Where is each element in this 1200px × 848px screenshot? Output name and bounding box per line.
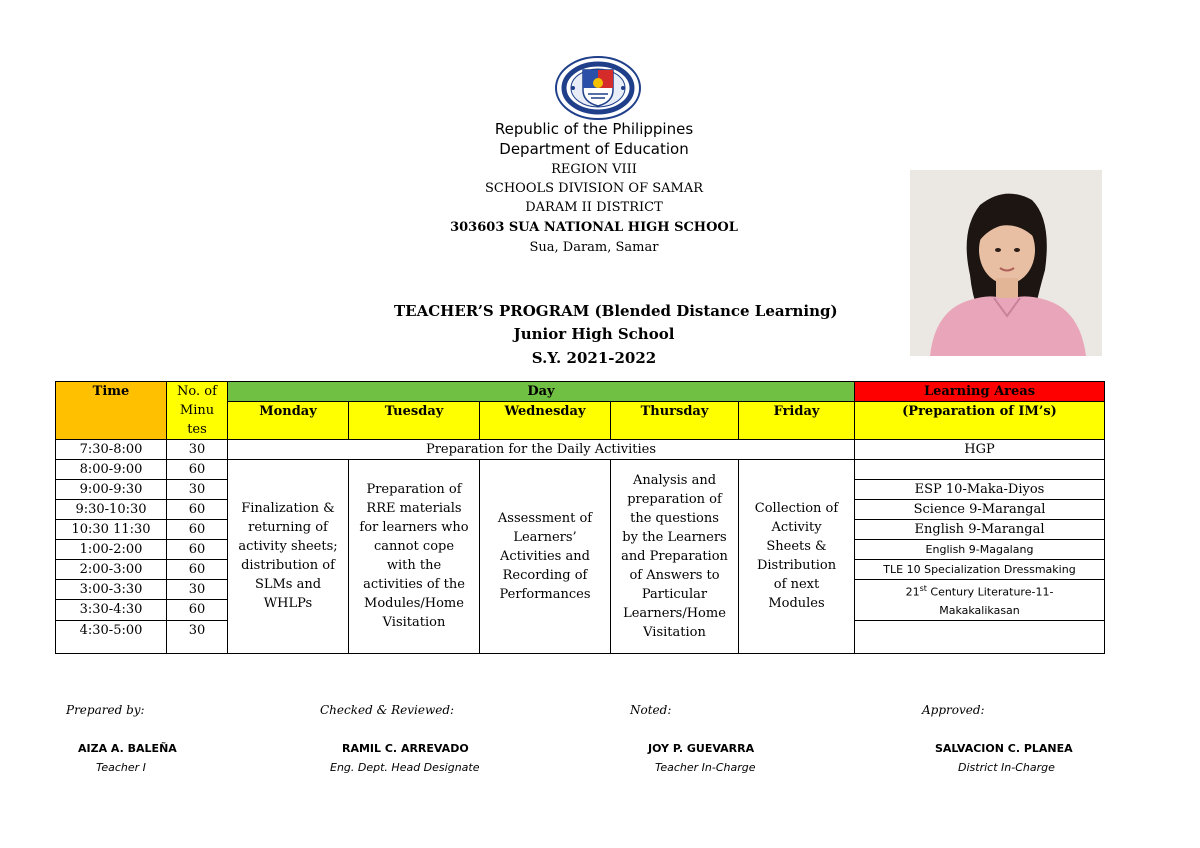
- minutes-cell: 60: [167, 460, 228, 480]
- minutes-header: No. of Minu tes: [167, 382, 228, 440]
- minutes-cell: 60: [167, 560, 228, 580]
- division-line: SCHOOLS DIVISION OF SAMAR: [484, 181, 704, 196]
- learning-area-science: Science 9-Marangal: [855, 500, 1105, 520]
- wednesday-activities: Assessment of Learners’ Activities and Recording of Performances: [480, 460, 611, 654]
- minutes-cell: 60: [167, 520, 228, 540]
- teacher-program-table: [55, 381, 1105, 654]
- learning-area-empty: [855, 460, 1105, 480]
- time-cell: 4:30-5:00: [56, 620, 167, 653]
- time-header: Time: [56, 382, 167, 440]
- time-cell: 3:00-3:30: [56, 580, 167, 600]
- day-thursday: Thursday: [611, 402, 739, 440]
- time-cell: 9:00-9:30: [56, 480, 167, 500]
- learning-area-english-magalang: English 9-Magalang: [855, 540, 1105, 560]
- school-year: S.Y. 2021-2022: [531, 349, 657, 367]
- im-header: (Preparation of IM’s): [855, 402, 1105, 440]
- time-cell: 3:30-4:30: [56, 600, 167, 620]
- checked-by-name: RAMIL C. ARREVADO: [342, 742, 469, 755]
- learning-area-english-marangal: English 9-Marangal: [855, 520, 1105, 540]
- tuesday-activities: Preparation of RRE materials for learners who cannot cope with the activities of the Modules/Home Visitation: [349, 460, 480, 654]
- noted-by-position: Teacher In-Charge: [655, 761, 756, 774]
- level-title: Junior High School: [513, 325, 675, 343]
- hgp-cell: HGP: [855, 440, 1105, 460]
- prepared-by-name: AIZA A. BALEÑA: [78, 742, 177, 755]
- district-line: DARAM II DISTRICT: [525, 200, 663, 215]
- day-monday: Monday: [228, 402, 349, 440]
- minutes-cell: 60: [167, 540, 228, 560]
- prepared-by-label: Prepared by:: [66, 703, 145, 717]
- learning-area-literature: 21st Century Literature-11- Makakalikasan: [855, 580, 1105, 621]
- republic-line: Republic of the Philippines: [494, 120, 694, 138]
- day-wednesday: Wednesday: [480, 402, 611, 440]
- checked-by-label: Checked & Reviewed:: [320, 703, 455, 717]
- day-tuesday: Tuesday: [349, 402, 480, 440]
- learning-area-esp: ESP 10-Maka-Diyos: [855, 480, 1105, 500]
- minutes-cell: 30: [167, 440, 228, 460]
- approved-by-label: Approved:: [922, 703, 985, 717]
- prepared-by-position: Teacher I: [96, 761, 146, 774]
- program-title: TEACHER’S PROGRAM (Blended Distance Learning): [394, 302, 838, 320]
- friday-activities: Collection of Activity Sheets & Distribution of next Modules: [739, 460, 855, 654]
- monday-activities: Finalization & returning of activity sheets; distribution of SLMs and WHLPs: [228, 460, 349, 654]
- learning-area-empty: [855, 620, 1105, 653]
- thursday-activities: Analysis and preparation of the questions by the Learners and Preparation of Answers to Particular Learners/Home Visitation: [611, 460, 739, 654]
- noted-by-name: JOY P. GUEVARRA: [648, 742, 755, 755]
- department-line: Department of Education: [499, 140, 689, 158]
- deped-seal-icon: [553, 56, 643, 120]
- time-cell: 9:30-10:30: [56, 500, 167, 520]
- approved-by-name: SALVACION C. PLANEA: [935, 742, 1073, 755]
- address-line: Sua, Daram, Samar: [529, 240, 659, 255]
- minutes-cell: 60: [167, 600, 228, 620]
- noted-by-label: Noted:: [630, 703, 672, 717]
- minutes-cell: 30: [167, 480, 228, 500]
- minutes-cell: 30: [167, 580, 228, 600]
- school-line: 303603 SUA NATIONAL HIGH SCHOOL: [450, 220, 738, 235]
- approved-by-position: District In-Charge: [958, 761, 1055, 774]
- time-cell: 1:00-2:00: [56, 540, 167, 560]
- region-line: REGION VIII: [551, 162, 637, 177]
- time-cell: 10:30 11:30: [56, 520, 167, 540]
- time-cell: 7:30-8:00: [56, 440, 167, 460]
- teacher-portrait-icon: [910, 170, 1102, 356]
- learning-area-tle: TLE 10 Specialization Dressmaking: [855, 560, 1105, 580]
- day-header: Day: [228, 382, 855, 402]
- time-cell: 8:00-9:00: [56, 460, 167, 480]
- learning-areas-header: Learning Areas: [855, 382, 1105, 402]
- minutes-cell: 30: [167, 620, 228, 653]
- day-friday: Friday: [739, 402, 855, 440]
- prep-activities-cell: Preparation for the Daily Activities: [228, 440, 855, 460]
- minutes-cell: 60: [167, 500, 228, 520]
- checked-by-position: Eng. Dept. Head Designate: [330, 761, 480, 774]
- time-cell: 2:00-3:00: [56, 560, 167, 580]
